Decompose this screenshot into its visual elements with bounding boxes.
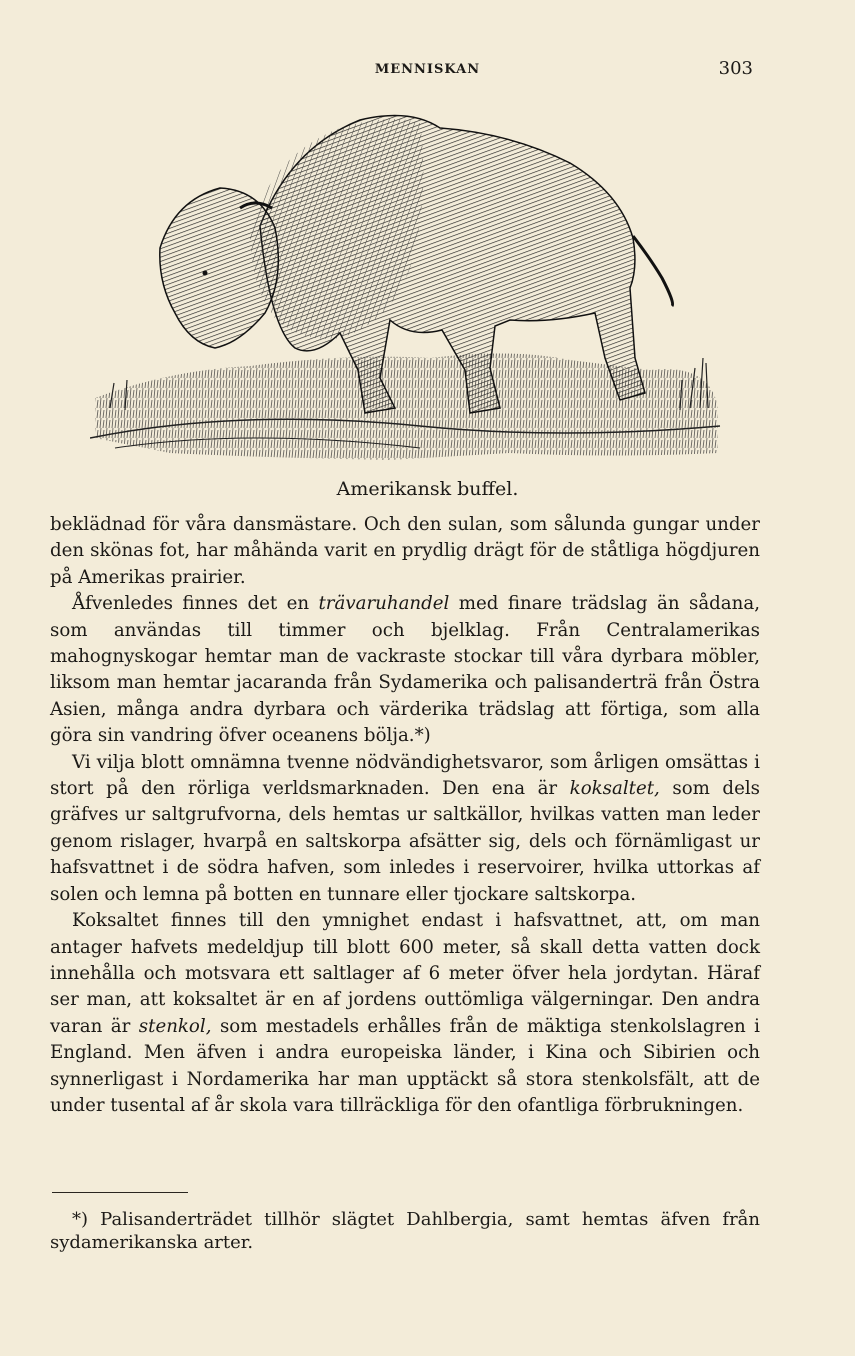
paragraph-2-emphasis: trävaruhandel (318, 593, 450, 615)
body-text (50, 512, 760, 1119)
running-head: MENNISKAN (374, 62, 481, 77)
paragraph-3 (50, 750, 760, 908)
paragraph-2-part-1: Åfvenledes finnes det en (72, 593, 319, 615)
paragraph-4-part-1: Koksaltet finnes till den ymnighet endast i hafsvattnet, att, om man antager hafvets medeldjup till blott 600 meter, så skall detta vatten dock innehålla och motsvara ett saltlager af 6 meter öfver hela jordytan. Häraf ser man, att koksaltet är en af jordens outtömliga välgerningar. Den andra varan är (50, 910, 760, 1037)
paragraph-2-part-2: med finare trädslag än sådana, som användas till timmer och bjelklag. Från Centralamerikas mahognyskogar hemtar man de vackraste stockar till våra dyrbara möbler, liksom man hemtar jacaranda från Sydamerika och palisanderträ från Östra Asien, många andra dyrbara och värderika trädslag att förtiga, som alla göra sin vandring öfver oceanens bölja.*) (50, 593, 760, 747)
paragraph-4-part-2: som mestadels erhålles från de mäktiga stenkolslagren i England. Men äfven i andra europeiska länder, i Kina och Sibirien och synnerligast i Nordamerika har man upptäckt så stora stenkolsfält, att de under tusental af år skola vara tillräckliga för den ofantliga förbrukningen. (50, 1015, 760, 1116)
paragraph-2 (50, 591, 760, 749)
paragraph-3-part-1: Vi vilja blott omnämna tvenne nödvändighetsvaror, som årligen omsättas i stort på den rörliga verldsmarknaden. Den ena är (50, 751, 760, 800)
paragraph-1: beklädnad för våra dansmästare. Och den sulan, som sålunda gungar under den skönas fot, har måhända varit en prydlig drägt för de ståtliga högdjuren på Amerikas prairier. (50, 514, 760, 588)
figure-caption: Amerikansk buffel. (336, 478, 519, 500)
paragraph-3-emphasis: koksaltet, (569, 778, 660, 800)
buffalo-illustration (90, 108, 722, 473)
paragraph-4 (50, 908, 760, 1119)
page-number: 303 (718, 58, 753, 79)
paragraph-4-emphasis: stenkol, (138, 1015, 212, 1037)
paragraph-3-part-2: som dels gräfves ur saltgrufvorna, dels hemtas ur saltkällor, hvilkas vatten man leder genom rislager, hvarpå en saltskorpa afsätter sig, dels och förnämligast ur hafsvattnet i de södra hafven, som inledes i reservoirer, hvilka uttorkas af solen och lemna på botten en tunnare eller tjockare saltskorpa. (50, 778, 760, 905)
footnote-text: *) Palisanderträdet tillhör slägtet Dahlbergia, samt hemtas äfven från sydamerikanska arter. (50, 1209, 760, 1253)
footnote (50, 1208, 760, 1254)
footnote-divider (52, 1192, 188, 1193)
